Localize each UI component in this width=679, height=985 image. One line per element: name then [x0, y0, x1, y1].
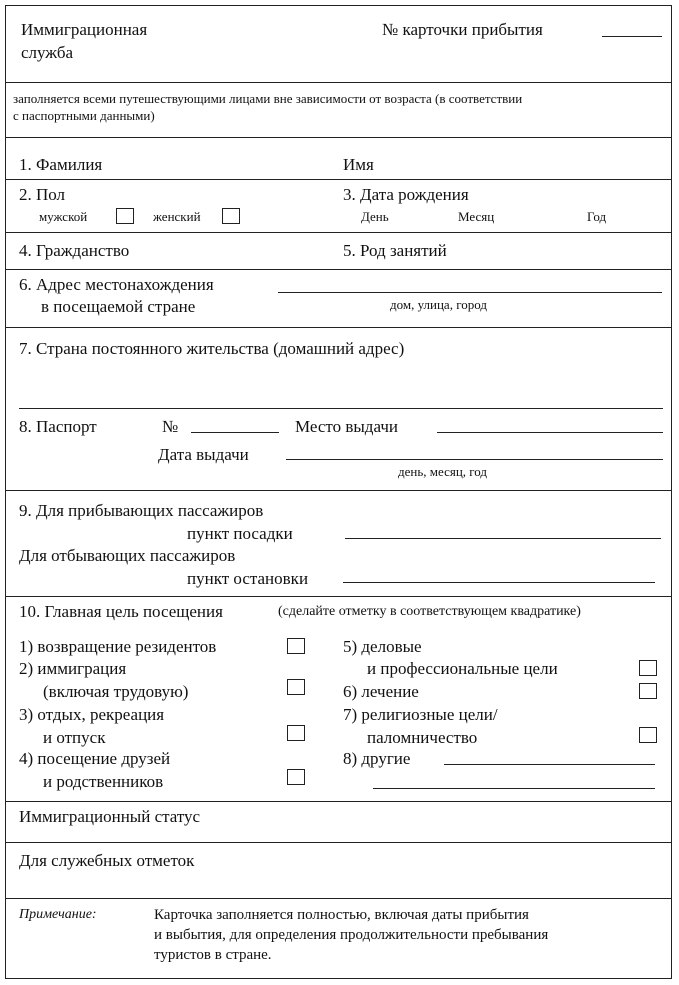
occupation-label: 5. Род занятий: [343, 241, 447, 260]
purpose-leisure-checkbox[interactable]: [287, 725, 305, 741]
purpose-option-6: 6) лечение: [343, 682, 419, 701]
divider: [6, 179, 671, 180]
birth-day-label: День: [361, 209, 389, 224]
place-of-issue-label: Место выдачи: [295, 417, 398, 436]
service-name-line1: Иммиграционная: [21, 20, 148, 39]
address-hint: дом, улица, город: [390, 297, 487, 312]
divider: [6, 327, 671, 328]
purpose-option-4-line1: 4) посещение друзей: [19, 749, 171, 768]
divider: [6, 490, 671, 491]
boarding-point-field[interactable]: [345, 538, 661, 539]
official-use-label: Для служебных отметок: [19, 851, 195, 870]
residence-country-label: 7. Страна постоянного жительства (домашний адрес): [19, 339, 405, 358]
birth-year-label: Год: [587, 209, 607, 224]
sex-label: 2. Пол: [19, 185, 66, 204]
purpose-option-2-line2: (включая трудовую): [43, 682, 189, 701]
note-line1: Карточка заполняется полностью, включая даты прибытия: [154, 907, 529, 923]
address-field[interactable]: [278, 292, 662, 293]
divider: [6, 269, 671, 270]
instruction-line2: с паспортными данными): [13, 108, 155, 123]
purpose-option-7-line1: 7) религиозные цели/: [343, 705, 498, 724]
purpose-medical-checkbox[interactable]: [639, 683, 657, 699]
purpose-business-checkbox[interactable]: [639, 660, 657, 676]
purpose-option-2-line1: 2) иммиграция: [19, 659, 127, 678]
residence-address-field[interactable]: [19, 408, 663, 409]
issue-date-field[interactable]: [286, 459, 663, 460]
sex-female-checkbox[interactable]: [222, 208, 240, 224]
divider: [6, 842, 671, 843]
service-name-line2: служба: [21, 43, 74, 62]
passport-label: 8. Паспорт: [19, 417, 97, 436]
place-of-issue-field[interactable]: [437, 432, 663, 433]
purpose-option-1: 1) возвращение резидентов: [19, 637, 217, 656]
purpose-hint: (сделайте отметку в соответствующем квадратике): [278, 604, 581, 619]
purpose-option-5-line2: и профессиональные цели: [367, 659, 558, 678]
note-label: Примечание:: [19, 907, 97, 922]
immigration-status-label: Иммиграционный статус: [19, 807, 201, 826]
stop-point-label: пункт остановки: [187, 569, 309, 588]
address-label-line2: в посещаемой стране: [41, 297, 196, 316]
purpose-option-3-line2: и отпуск: [43, 728, 106, 747]
birth-month-label: Месяц: [458, 209, 495, 224]
card-number-field[interactable]: [602, 36, 662, 37]
note-line3: туристов в стране.: [154, 947, 272, 963]
purpose-other-field-line2[interactable]: [373, 788, 655, 789]
purpose-option-5-line1: 5) деловые: [343, 637, 422, 656]
divider: [6, 82, 671, 83]
divider: [6, 232, 671, 233]
birth-date-label: 3. Дата рождения: [343, 185, 469, 204]
sex-female-label: женский: [153, 209, 201, 224]
purpose-religious-checkbox[interactable]: [639, 727, 657, 743]
passport-number-field[interactable]: [191, 432, 279, 433]
arriving-label: 9. Для прибывающих пассажиров: [19, 501, 264, 520]
purpose-title: 10. Главная цель посещения: [19, 602, 223, 621]
sex-male-checkbox[interactable]: [116, 208, 134, 224]
stop-point-field[interactable]: [343, 582, 655, 583]
passport-number-label: №: [162, 417, 179, 436]
purpose-immigration-checkbox[interactable]: [287, 679, 305, 695]
sex-male-label: мужской: [39, 209, 88, 224]
issue-date-hint: день, месяц, год: [398, 464, 488, 479]
divider: [6, 898, 671, 899]
purpose-other-field[interactable]: [444, 764, 655, 765]
arrival-card-form: [5, 5, 672, 979]
instruction-line1: заполняется всеми путешествующими лицами вне зависимости от возраста (в соответствии: [13, 91, 523, 106]
note-line2: и выбытия, для определения продолжительности пребывания: [154, 927, 549, 943]
citizenship-label: 4. Гражданство: [19, 241, 130, 260]
departing-label: Для отбывающих пассажиров: [19, 546, 236, 565]
surname-label: 1. Фамилия: [19, 155, 103, 174]
address-label-line1: 6. Адрес местонахождения: [19, 275, 214, 294]
purpose-returning-residents-checkbox[interactable]: [287, 638, 305, 654]
purpose-visiting-friends-checkbox[interactable]: [287, 769, 305, 785]
purpose-option-7-line2: паломничество: [367, 728, 478, 747]
card-number-label: № карточки прибытия: [382, 20, 543, 39]
purpose-option-3-line1: 3) отдых, рекреация: [19, 705, 165, 724]
name-label: Имя: [343, 155, 374, 174]
purpose-option-4-line2: и родственников: [43, 772, 164, 791]
purpose-option-8: 8) другие: [343, 749, 411, 768]
divider: [6, 596, 671, 597]
boarding-point-label: пункт посадки: [187, 524, 293, 543]
divider: [6, 801, 671, 802]
divider: [6, 137, 671, 138]
issue-date-label: Дата выдачи: [158, 445, 249, 464]
